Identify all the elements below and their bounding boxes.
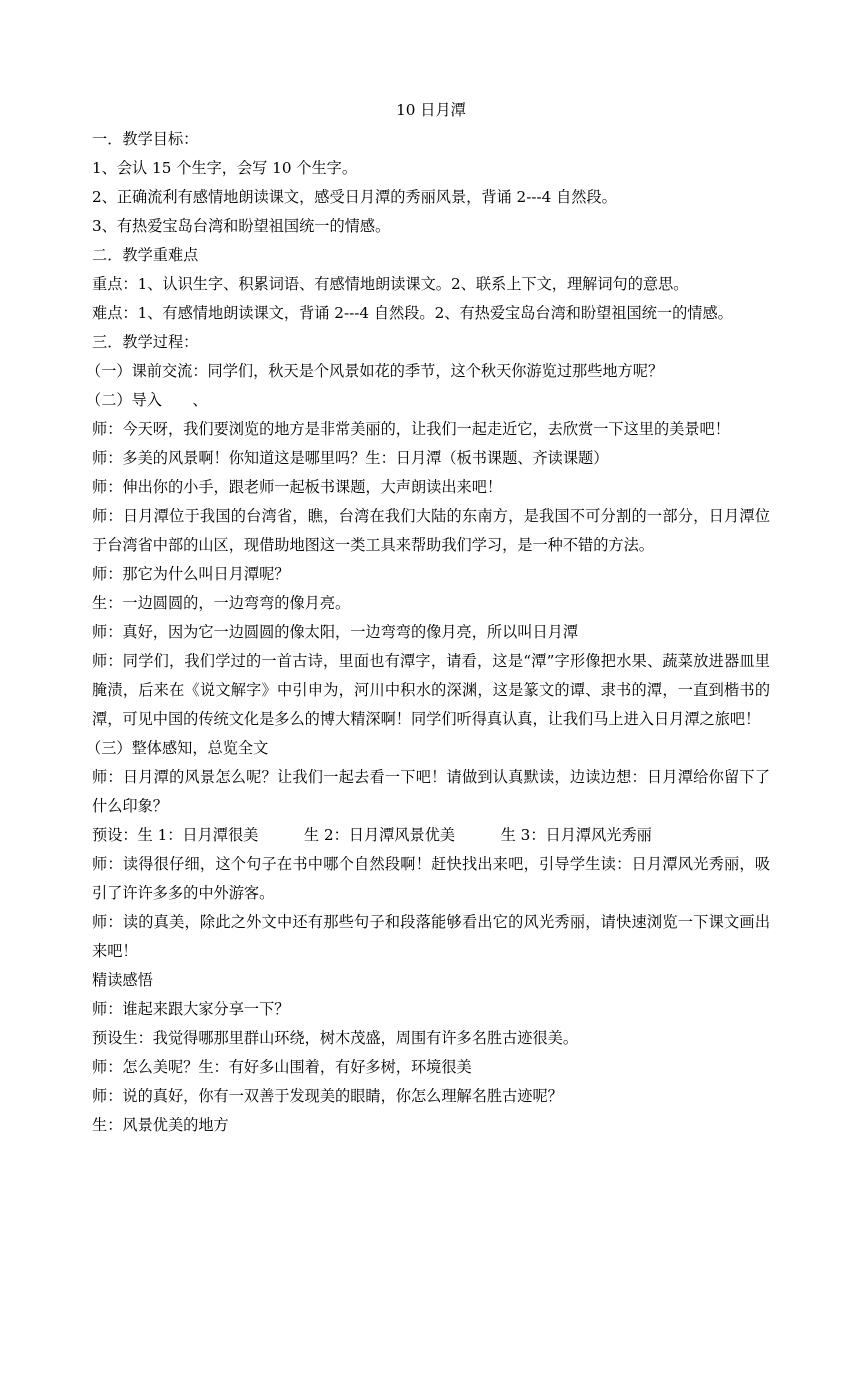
dialogue-paragraph: 预设生：我觉得哪那里群山环绕，树木茂盛，周围有许多名胜古迹很美。 (92, 1029, 578, 1047)
dialogue-paragraph: 师：今天呀，我们要浏览的地方是非常美丽的，让我们一起走近它，去欣赏一下这里的美景吧！ (92, 420, 730, 438)
section-heading-close-reading: 精读感悟 (92, 971, 153, 989)
difficult-points-paragraph: 难点：1、有感情地朗读课文，背诵 2---4 自然段。2、有热爱宝岛台湾和盼望祖国统一的情感。 (92, 304, 733, 322)
section-heading-key-points: 二．教学重难点 (92, 246, 199, 264)
dialogue-paragraph: 师：说的真好，你有一双善于发现美的眼睛，你怎么理解名胜古迹呢？ (92, 1087, 563, 1105)
section-heading-process: 三．教学过程： (92, 333, 199, 351)
goal-item-2: 2、正确流利有感情地朗读课文，感受日月潭的秀丽风景，背诵 2---4 自然段。 (92, 188, 617, 206)
dialogue-paragraph: 师：谁起来跟大家分享一下？ (92, 1000, 290, 1018)
dialogue-paragraph: 师：真好，因为它一边圆圆的像太阳，一边弯弯的像月亮，所以叫日月潭 (92, 623, 578, 641)
process-step-1: （一）课前交流：同学们，秋天是个风景如花的季节，这个秋天你游览过那些地方呢？ (86, 362, 664, 380)
key-points-paragraph: 重点：1、认识生字、积累词语、有感情地朗读课文。2、联系上下文，理解词句的意思。 (92, 275, 689, 293)
dialogue-paragraph: 师：日月潭的风景怎么呢？让我们一起去看一下吧！请做到认真默读，边读边想：日月潭给你留下了什么印象？ (92, 768, 770, 815)
document-page (86, 96, 770, 1140)
dialogue-paragraph: 师：那它为什么叫日月潭呢？ (92, 565, 290, 583)
dialogue-paragraph: 生：一边圆圆的，一边弯弯的像月亮。 (92, 594, 351, 612)
section-heading-goals: 一．教学目标： (92, 130, 199, 148)
dialogue-paragraph: 师：读的真美，除此之外文中还有那些句子和段落能够看出它的风光秀丽，请快速浏览一下课文画出来吧！ (92, 913, 770, 960)
dialogue-paragraph: 师：日月潭位于我国的台湾省，瞧，台湾在我们大陆的东南方，是我国不可分割的一部分，日月潭位于台湾省中部的山区，现借助地图这一类工具来帮助我们学习，是一种不错的方法。 (92, 507, 770, 554)
dialogue-paragraph: 师：怎么美呢？生：有好多山围着，有好多树，环境很美 (92, 1058, 472, 1076)
process-step-2: （二）导入 、 (86, 391, 208, 409)
dialogue-paragraph: 生：风景优美的地方 (92, 1116, 229, 1134)
dialogue-paragraph: 预设：生 1：日月潭很美 生 2：日月潭风景优美 生 3：日月潭风光秀丽 (92, 826, 652, 844)
process-step-3: （三）整体感知，总览全文 (86, 739, 269, 757)
document-title: 10 日月潭 (396, 101, 466, 119)
dialogue-paragraph: 师：读得很仔细，这个句子在书中哪个自然段啊！赶快找出来吧，引导学生读：日月潭风光秀丽，吸引了许许多多的中外游客。 (92, 855, 770, 902)
dialogue-paragraph: 师：多美的风景啊！你知道这是哪里吗？生：日月潭（板书课题、齐读课题） (92, 449, 609, 467)
goal-item-1: 1、会认 15 个生字，会写 10 个生字。 (92, 159, 358, 177)
goal-item-3: 3、有热爱宝岛台湾和盼望祖国统一的情感。 (92, 217, 391, 235)
dialogue-paragraph: 师：伸出你的小手，跟老师一起板书课题，大声朗读出来吧！ (92, 478, 503, 496)
dialogue-paragraph: 师：同学们，我们学过的一首古诗，里面也有潭字，请看，这是“潭”字形像把水果、蔬菜放进器皿里腌渍，后来在《说文解字》中引申为，河川中积水的深渊，这是篆文的谭、隶书的潭，一直到楷书的潭，可见中国的传统文化是多么的博大精深啊！同学们听得真认真，让我们马上进入日月潭之旅吧！ (92, 652, 770, 728)
